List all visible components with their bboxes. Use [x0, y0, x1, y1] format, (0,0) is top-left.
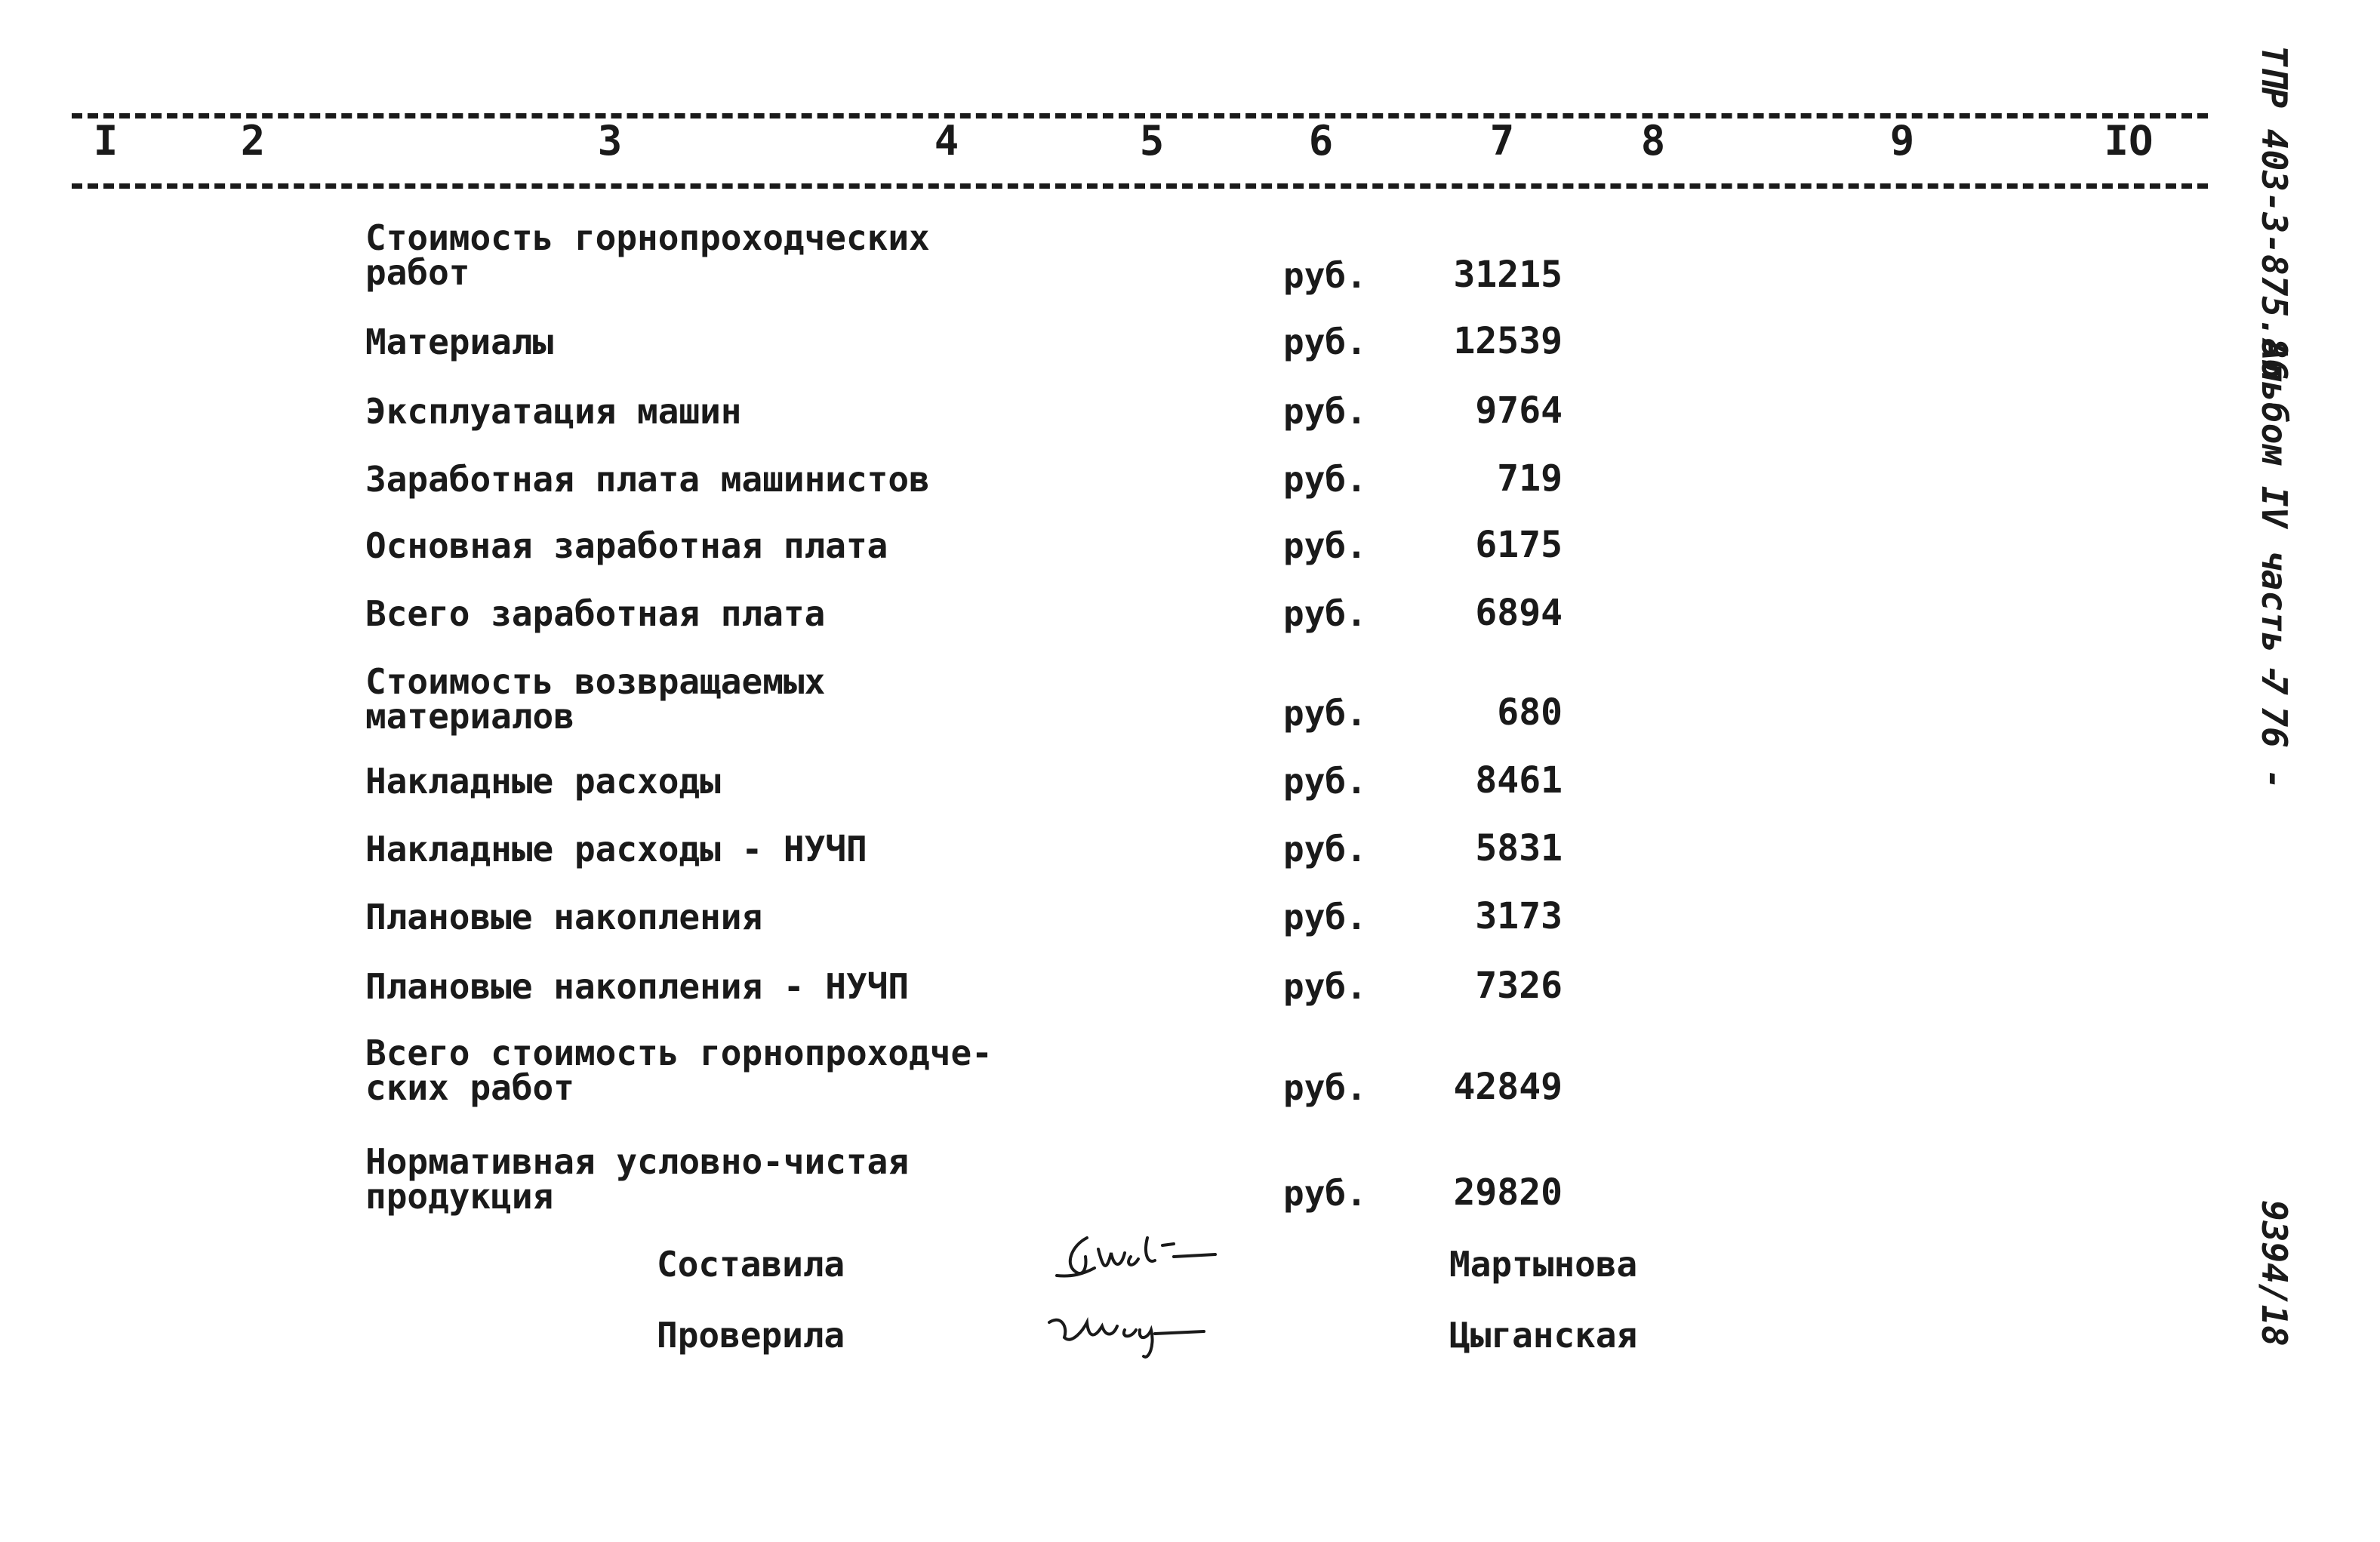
row-label: Всего стоимость горнопроходче- ских работ [365, 1033, 993, 1108]
album-part: Альбом IV часть 7 [2254, 340, 2295, 695]
row-label: Плановые накопления - НУЧП [365, 966, 910, 1007]
row-label: Материалы [365, 322, 554, 362]
row-label: Нормативная условно-чистая продукция [365, 1141, 910, 1217]
header-bottom-rule [72, 183, 2208, 189]
column-number: I [93, 117, 119, 165]
row-value: 8461 [1475, 759, 1563, 802]
column-number: 7 [1489, 117, 1515, 165]
compiled-by-name: Мартынова [1449, 1244, 1638, 1285]
row-unit: руб. [1283, 525, 1367, 566]
row-unit: руб. [1283, 391, 1367, 432]
row-unit: руб. [1283, 897, 1367, 937]
column-number: 9 [1889, 117, 1915, 165]
row-label: Плановые накопления [365, 897, 763, 937]
row-value: 31215 [1453, 254, 1563, 296]
row-value: 719 [1497, 457, 1563, 500]
compiled-signature [1042, 1223, 1268, 1291]
compiled-by-label: Составила [657, 1244, 845, 1285]
row-label: Основная заработная плата [365, 525, 888, 566]
row-label: Накладные расходы - НУЧП [365, 829, 867, 869]
inventory-number: 9394/18 [2254, 1200, 2295, 1347]
row-unit: руб. [1283, 1173, 1367, 1214]
row-value: 6894 [1475, 592, 1563, 634]
row-value: 7326 [1475, 965, 1563, 1007]
row-value: 12539 [1453, 320, 1563, 362]
document-code: ТПР 403-3-875.86 [2254, 45, 2295, 380]
row-value: 42849 [1453, 1066, 1563, 1108]
row-unit: руб. [1283, 829, 1367, 869]
column-number: IO [2104, 117, 2154, 165]
row-value: 6175 [1475, 524, 1563, 566]
column-number: 8 [1640, 117, 1666, 165]
row-label: Заработная плата машинистов [365, 459, 930, 500]
row-value: 29820 [1453, 1171, 1563, 1214]
row-value: 9764 [1475, 389, 1563, 432]
row-unit: руб. [1283, 322, 1367, 362]
row-unit: руб. [1283, 459, 1367, 500]
column-number: 4 [934, 117, 959, 165]
row-unit: руб. [1283, 1067, 1367, 1108]
row-unit: руб. [1283, 693, 1367, 734]
checked-by-label: Проверила [657, 1315, 845, 1356]
page-number: - 76 - [2254, 664, 2295, 790]
row-label: Эксплуатация машин [365, 391, 742, 432]
row-unit: руб. [1283, 593, 1367, 634]
row-value: 3173 [1475, 895, 1563, 937]
row-unit: руб. [1283, 966, 1367, 1007]
row-label: Стоимость горнопроходческих работ [365, 217, 930, 293]
row-label: Стоимость возвращаемых материалов [365, 661, 826, 737]
column-number: 5 [1139, 117, 1165, 165]
checked-by-name: Цыганская [1449, 1315, 1638, 1356]
column-number: 6 [1308, 117, 1334, 165]
row-value: 680 [1497, 691, 1563, 734]
row-value: 5831 [1475, 827, 1563, 869]
column-number: 3 [597, 117, 623, 165]
row-unit: руб. [1283, 255, 1367, 296]
column-number: 2 [240, 117, 266, 165]
row-label: Накладные расходы [365, 761, 721, 802]
row-label: Всего заработная плата [365, 593, 826, 634]
row-unit: руб. [1283, 761, 1367, 802]
checked-signature [1042, 1292, 1268, 1368]
